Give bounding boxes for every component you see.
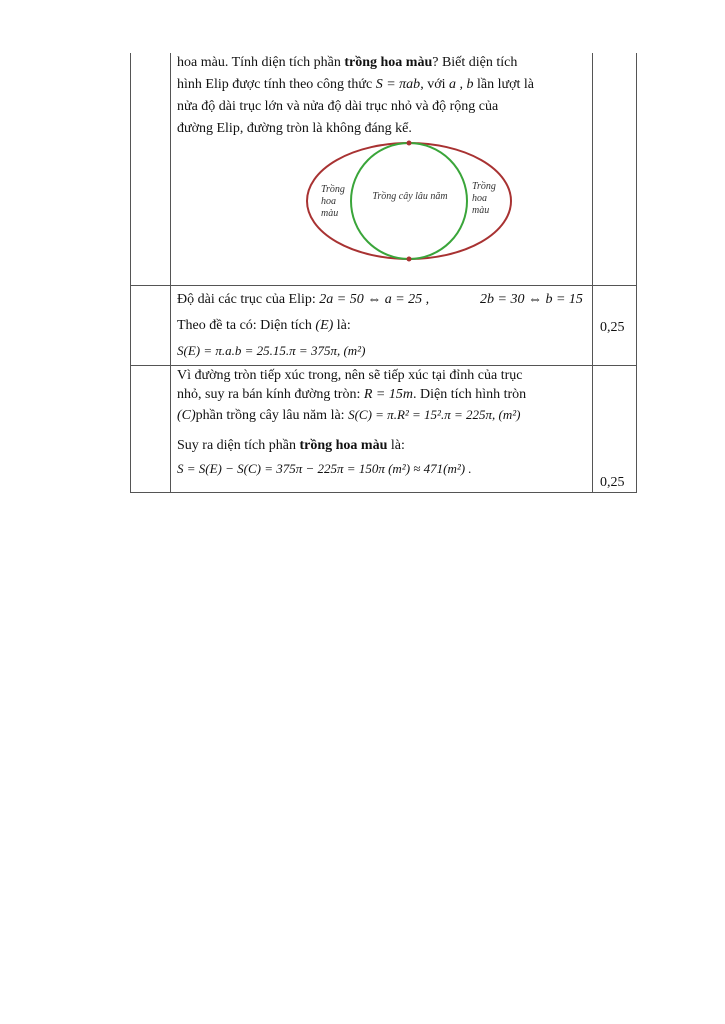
left-label-line3: màu — [321, 208, 339, 219]
row1-line4: đường Elip, đường tròn là không đáng kể. — [177, 121, 412, 136]
row1-line1-bold: trồng hoa màu — [344, 55, 433, 70]
row1-line1-post: ? Biết diện tích — [432, 55, 518, 70]
row3-score: 0,25 — [600, 475, 625, 490]
table-border-bottom — [130, 492, 637, 493]
row3-line2-post: . Diện tích hình tròn — [412, 387, 527, 402]
table-border-right — [636, 53, 637, 493]
row3-line2-pre: nhỏ, suy ra bán kính đường tròn: — [177, 387, 364, 402]
right-label-line1: Trồng — [472, 181, 496, 192]
table-border-left — [130, 53, 131, 493]
left-label-line1: Trồng — [321, 184, 345, 195]
ellipse-area-result: S(E) = π.a.b = 25.15.π = 375π, (m²) — [177, 343, 366, 358]
ellipse-circle-diagram — [300, 138, 520, 264]
right-label-line2: hoa — [472, 193, 487, 204]
right-label-line3: màu — [472, 205, 490, 216]
circle-symbol: (C) — [177, 408, 196, 423]
row3-line3-pre: phần trồng cây lâu năm là: — [195, 408, 349, 423]
row1-line1-pre: hoa màu. Tính diện tích phần — [177, 55, 345, 70]
left-label-line2: hoa — [321, 196, 336, 207]
row1-line2-pre: hình Elip được tính theo công thức — [177, 77, 376, 92]
center-label: Trồng cây lâu năm — [372, 191, 448, 202]
row1-line2 — [177, 76, 534, 94]
axes-label: Độ dài các trục của Elip: — [177, 292, 320, 307]
row2-axes-line — [177, 291, 429, 309]
table-col-divider-2 — [592, 53, 593, 493]
area-suffix: là: — [333, 318, 351, 333]
row3-line4 — [177, 437, 405, 455]
top-tangent-point — [407, 141, 412, 146]
area-symbol: (E) — [315, 318, 334, 333]
row3-line3 — [177, 406, 520, 425]
row3-line4-post: là: — [387, 438, 405, 453]
row3-line2 — [177, 386, 526, 404]
row2-score: 0,25 — [600, 320, 625, 335]
bottom-tangent-point — [407, 257, 412, 262]
table-col-divider-1 — [170, 53, 171, 493]
row3-line4-pre: Suy ra diện tích phần — [177, 438, 300, 453]
area-intro-text: Theo đề ta có: Diện tích — [177, 318, 316, 333]
row3-line4-bold: trồng hoa màu — [299, 438, 388, 453]
circle-area-formula: S(C) = π.R² = 15².π = 225π, (m²) — [348, 407, 521, 422]
row1-line2-mid: , với — [420, 77, 449, 92]
row1-line2-vars: a , b — [448, 77, 474, 92]
row3-line1: Vì đường tròn tiếp xúc trong, nên sẽ tiếp xúc tại đỉnh của trục — [177, 368, 523, 383]
row1-line1 — [177, 54, 517, 72]
axes-a-formula: 2a = 50 ⇔ a = 25 , — [319, 292, 430, 307]
final-area-formula: S = S(E) − S(C) = 375π − 225π = 150π (m²) ≈ 471(m²) . — [177, 461, 472, 476]
radius-formula: R = 15m — [363, 387, 413, 402]
ellipse-area-formula: S = πab — [375, 77, 421, 92]
row2-area-intro — [177, 317, 351, 335]
axes-b-formula: 2b = 30 ⇔ b = 15 — [480, 292, 583, 307]
table-row-divider-1 — [130, 285, 637, 286]
table-row-divider-2 — [130, 365, 637, 366]
row1-line2-post: lần lượt là — [473, 77, 534, 92]
row1-line3: nửa độ dài trục lớn và nửa độ dài trục nhỏ và độ rộng của — [177, 99, 499, 114]
